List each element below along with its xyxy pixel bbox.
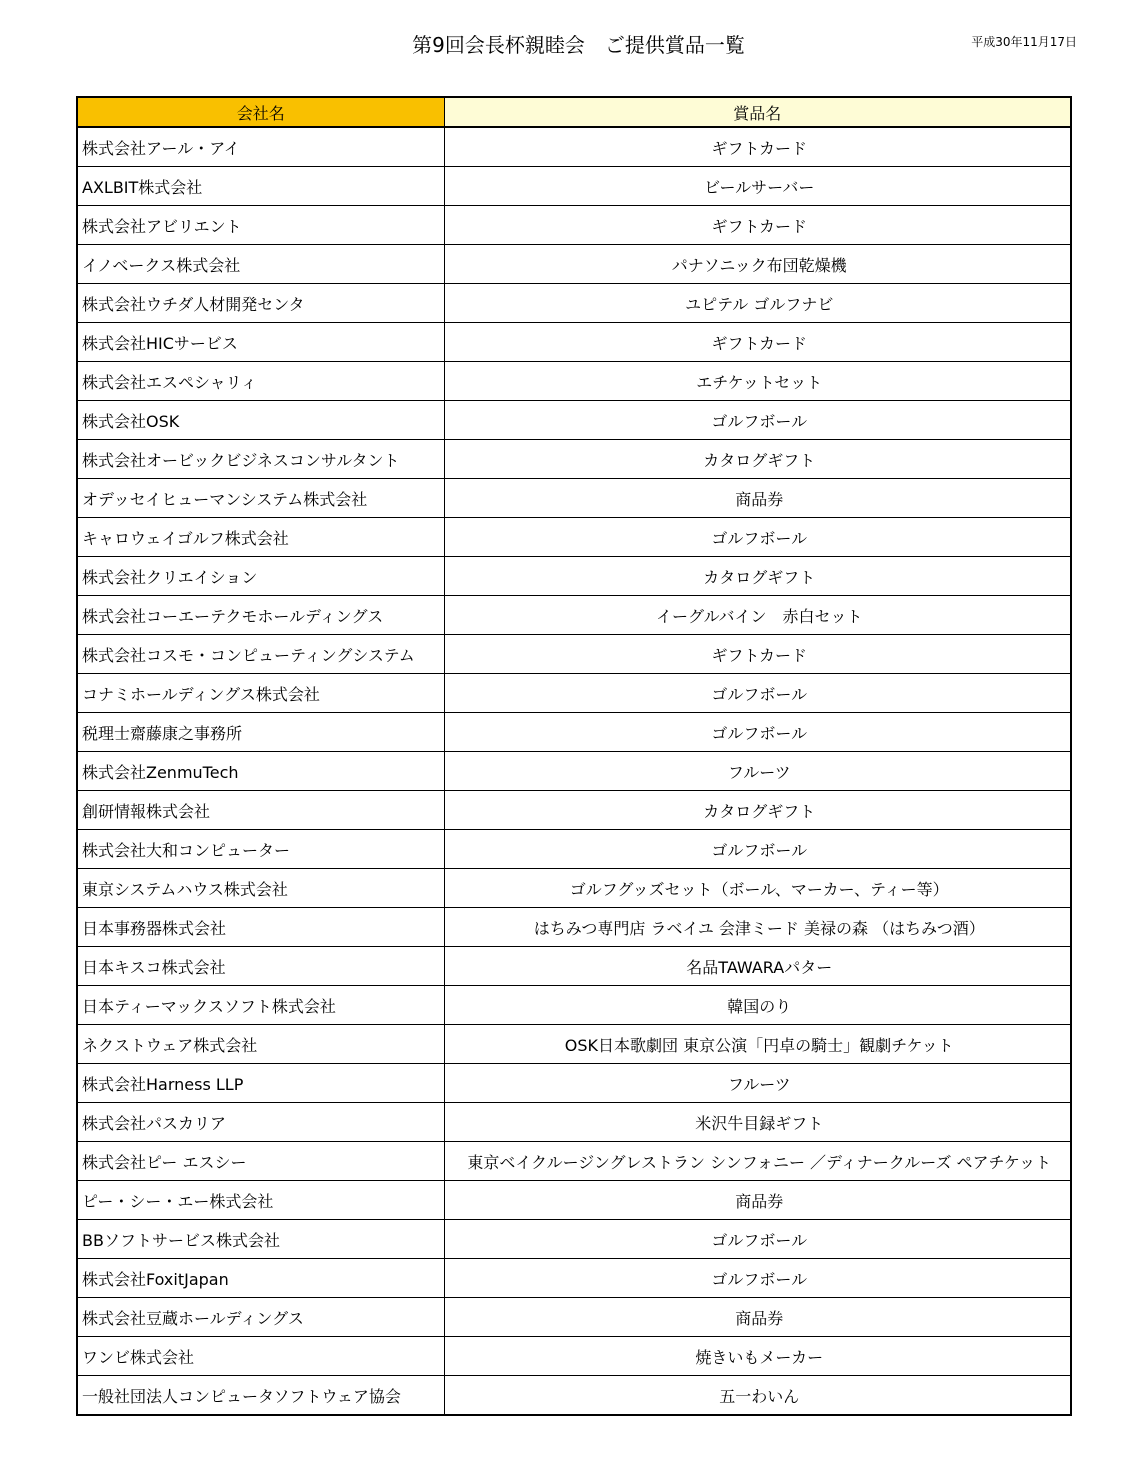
prize-cell: 商品券: [444, 479, 1071, 518]
prize-cell: カタログギフト: [444, 557, 1071, 596]
company-cell: 株式会社コスモ・コンピューティングシステム: [77, 635, 444, 674]
company-cell: 株式会社FoxitJapan: [77, 1259, 444, 1298]
company-cell: 税理士齋藤康之事務所: [77, 713, 444, 752]
company-cell: 株式会社エスペシャリィ: [77, 362, 444, 401]
prize-cell: カタログギフト: [444, 440, 1071, 479]
header-prize: 賞品名: [444, 97, 1071, 127]
table-row: [77, 1220, 1071, 1259]
company-cell: 株式会社ピー エスシー: [77, 1142, 444, 1181]
prize-cell: 東京ベイクルージングレストラン シンフォニー ／ディナークルーズ ペアチケット: [444, 1142, 1071, 1181]
prize-cell: 焼きいもメーカー: [444, 1337, 1071, 1376]
table-row: [77, 167, 1071, 206]
prize-cell: ゴルフボール: [444, 674, 1071, 713]
table-row: [77, 752, 1071, 791]
prize-cell: ゴルフボール: [444, 401, 1071, 440]
document-date: 平成30年11月17日: [971, 35, 1077, 49]
prize-cell: ギフトカード: [444, 323, 1071, 362]
page-title: 第9回会長杯親睦会 ご提供賞品一覧: [412, 33, 745, 57]
table-row: [77, 1025, 1071, 1064]
table-row: [77, 1298, 1071, 1337]
company-cell: 株式会社ウチダ人材開発センタ: [77, 284, 444, 323]
company-cell: ワンビ株式会社: [77, 1337, 444, 1376]
table-row: [77, 986, 1071, 1025]
prize-cell: ゴルフボール: [444, 830, 1071, 869]
table-row: [77, 557, 1071, 596]
prize-cell: フルーツ: [444, 752, 1071, 791]
company-cell: 株式会社クリエイション: [77, 557, 444, 596]
table-row: [77, 947, 1071, 986]
company-cell: 株式会社豆蔵ホールディングス: [77, 1298, 444, 1337]
prize-cell: ビールサーバー: [444, 167, 1071, 206]
company-cell: 株式会社OSK: [77, 401, 444, 440]
prize-cell: フルーツ: [444, 1064, 1071, 1103]
company-cell: AXLBIT株式会社: [77, 167, 444, 206]
company-cell: イノベークス株式会社: [77, 245, 444, 284]
table-row: [77, 440, 1071, 479]
table-row: [77, 830, 1071, 869]
prize-cell: 韓国のり: [444, 986, 1071, 1025]
header-company: 会社名: [77, 97, 444, 127]
table-row: [77, 908, 1071, 947]
table-row: [77, 245, 1071, 284]
company-cell: 一般社団法人コンピュータソフトウェア協会: [77, 1376, 444, 1416]
table-row: [77, 362, 1071, 401]
table-row: [77, 1259, 1071, 1298]
company-cell: ピー・シー・エー株式会社: [77, 1181, 444, 1220]
company-cell: 創研情報株式会社: [77, 791, 444, 830]
table-row: [77, 713, 1071, 752]
table-row: [77, 1064, 1071, 1103]
prize-cell: OSK日本歌劇団 東京公演「円卓の騎士」観劇チケット: [444, 1025, 1071, 1064]
table-row: [77, 1103, 1071, 1142]
company-cell: 株式会社大和コンピューター: [77, 830, 444, 869]
company-cell: 株式会社コーエーテクモホールディングス: [77, 596, 444, 635]
table-row: [77, 479, 1071, 518]
prize-cell: ギフトカード: [444, 635, 1071, 674]
company-cell: オデッセイヒューマンシステム株式会社: [77, 479, 444, 518]
prize-cell: カタログギフト: [444, 791, 1071, 830]
prize-table: [76, 96, 1072, 1416]
table-row: [77, 869, 1071, 908]
company-cell: 株式会社Harness LLP: [77, 1064, 444, 1103]
prize-cell: 五一わいん: [444, 1376, 1071, 1416]
table-row: [77, 1376, 1071, 1416]
prize-cell: イーグルバイン 赤白セット: [444, 596, 1071, 635]
table-row: [77, 323, 1071, 362]
table-row: [77, 518, 1071, 557]
table-body: [77, 127, 1071, 1415]
prize-cell: 米沢牛目録ギフト: [444, 1103, 1071, 1142]
table-row: [77, 674, 1071, 713]
prize-cell: ユピテル ゴルフナビ: [444, 284, 1071, 323]
table-row: [77, 127, 1071, 167]
table-row: [77, 1337, 1071, 1376]
table-row: [77, 1142, 1071, 1181]
table-row: [77, 635, 1071, 674]
prize-cell: 商品券: [444, 1298, 1071, 1337]
prize-cell: 商品券: [444, 1181, 1071, 1220]
prize-cell: ギフトカード: [444, 127, 1071, 167]
table-row: [77, 401, 1071, 440]
prize-cell: ゴルフボール: [444, 518, 1071, 557]
company-cell: 日本キスコ株式会社: [77, 947, 444, 986]
table-row: [77, 1181, 1071, 1220]
company-cell: 株式会社パスカリア: [77, 1103, 444, 1142]
company-cell: 日本事務器株式会社: [77, 908, 444, 947]
company-cell: 株式会社オービックビジネスコンサルタント: [77, 440, 444, 479]
prize-cell: パナソニック布団乾燥機: [444, 245, 1071, 284]
company-cell: 東京システムハウス株式会社: [77, 869, 444, 908]
prize-cell: 名品TAWARAパター: [444, 947, 1071, 986]
prize-cell: はちみつ専門店 ラベイユ 会津ミード 美禄の森 （はちみつ酒）: [444, 908, 1071, 947]
prize-cell: ゴルフボール: [444, 1259, 1071, 1298]
table-row: [77, 596, 1071, 635]
table-header-row: [77, 97, 1071, 127]
prize-cell: ゴルフボール: [444, 1220, 1071, 1259]
company-cell: 株式会社HICサービス: [77, 323, 444, 362]
prize-cell: ギフトカード: [444, 206, 1071, 245]
company-cell: 株式会社アール・アイ: [77, 127, 444, 167]
company-cell: ネクストウェア株式会社: [77, 1025, 444, 1064]
table-row: [77, 284, 1071, 323]
company-cell: 日本ティーマックスソフト株式会社: [77, 986, 444, 1025]
table-row: [77, 206, 1071, 245]
table-row: [77, 791, 1071, 830]
prize-cell: エチケットセット: [444, 362, 1071, 401]
company-cell: 株式会社ZenmuTech: [77, 752, 444, 791]
company-cell: BBソフトサービス株式会社: [77, 1220, 444, 1259]
prize-cell: ゴルフグッズセット（ボール、マーカー、ティー等）: [444, 869, 1071, 908]
prize-cell: ゴルフボール: [444, 713, 1071, 752]
company-cell: 株式会社アビリエント: [77, 206, 444, 245]
company-cell: キャロウェイゴルフ株式会社: [77, 518, 444, 557]
company-cell: コナミホールディングス株式会社: [77, 674, 444, 713]
